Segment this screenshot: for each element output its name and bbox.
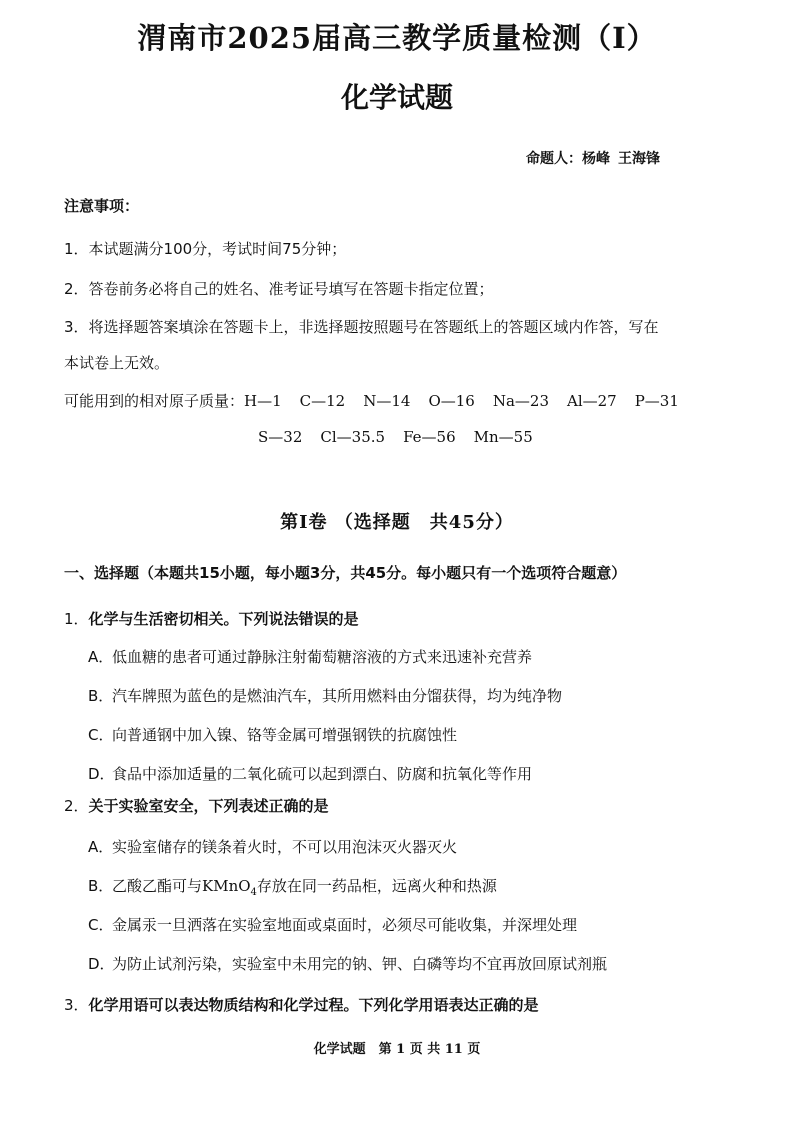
formula-subscript: 4 <box>250 887 257 898</box>
mass-na: Na—23 <box>492 392 549 410</box>
question-3-stem <box>64 994 539 1015</box>
notice-item-2: 2．答卷前务必将自己的姓名、准考证号填写在答题卡指定位置； <box>64 280 494 298</box>
mass-fe: Fe—56 <box>403 428 456 446</box>
mass-p: P—31 <box>634 392 679 410</box>
option-letter: D． <box>88 955 115 973</box>
option-letter: D． <box>88 765 115 783</box>
option-text: 向普通钢中加入镍、铬等金属可增强钢铁的抗腐蚀性 <box>112 726 458 744</box>
option-letter: B． <box>88 877 114 895</box>
question-1-stem <box>64 608 359 629</box>
atomic-mass-row-1 <box>64 390 697 411</box>
question-2-option-b <box>88 875 497 898</box>
atomic-mass-row-2 <box>258 428 551 446</box>
question-text: 化学与生活密切相关。下列说法错误的是 <box>88 610 359 628</box>
option-text-before: 乙酸乙酯可与 <box>112 877 203 895</box>
question-number: 3． <box>64 996 89 1014</box>
option-text: 低血糖的患者可通过静脉注射葡萄糖溶液的方式来迅速补充营养 <box>112 648 533 666</box>
mass-cl: Cl—35.5 <box>320 428 386 446</box>
section-title: 第Ⅰ卷 （选择题 共45分） <box>280 512 514 533</box>
option-text: 为防止试剂污染，实验室中未用完的钠、钾、白磷等均不宜再放回原试剂瓶 <box>112 955 608 973</box>
mass-al: Al—27 <box>566 392 617 410</box>
mass-c: C—12 <box>299 392 346 410</box>
question-2-option-c <box>88 914 577 935</box>
subject-title: 化学试题 <box>340 81 453 114</box>
chemical-formula <box>202 877 257 898</box>
question-number: 1． <box>64 610 89 628</box>
notice-item-3-cont: 本试卷上无效。 <box>64 354 170 372</box>
option-text: 食品中添加适量的二氧化硫可以起到漂白、防腐和抗氧化等作用 <box>112 765 533 783</box>
option-text: 汽车牌照为蓝色的是燃油汽车，其所用燃料由分馏获得，均为纯净物 <box>112 687 563 705</box>
mass-n: N—14 <box>363 392 411 410</box>
question-text: 关于实验室安全，下列表述正确的是 <box>88 797 329 815</box>
notice-item-1: 1．本试题满分100分，考试时间75分钟； <box>64 240 347 258</box>
mass-s: S—32 <box>258 428 303 446</box>
atomic-mass-label: 可能用到的相对原子质量： <box>64 392 245 410</box>
mass-h: H—1 <box>244 392 282 410</box>
author-second: 王海锋 <box>618 151 660 167</box>
option-letter: A． <box>88 648 114 666</box>
mass-mn: Mn—55 <box>473 428 533 446</box>
author-line <box>526 148 668 168</box>
option-letter: C． <box>88 916 114 934</box>
question-text: 化学用语可以表达物质结构和化学过程。下列化学用语表达正确的是 <box>88 996 539 1014</box>
question-1-option-b <box>88 685 562 706</box>
notice-item-3: 3．将选择题答案填涂在答题卡上，非选择题按照题号在答题纸上的答题区域内作答，写在 <box>64 318 659 336</box>
exam-title: 渭南市2025届高三教学质量检测（I） <box>137 21 657 55</box>
question-1-option-c <box>88 724 457 745</box>
question-2-option-a <box>88 836 457 857</box>
formula-main: KMnO <box>202 877 251 895</box>
mass-o: O—16 <box>428 392 475 410</box>
author-label: 命题人：杨峰 <box>526 151 610 167</box>
option-letter: C． <box>88 726 114 744</box>
option-text-after: 存放在同一药品柜，远离火种和热源 <box>256 877 497 895</box>
question-2-stem <box>64 795 329 816</box>
option-text: 实验室储存的镁条着火时，不可以用泡沫灭火器灭火 <box>112 838 458 856</box>
question-number: 2． <box>64 797 89 815</box>
part-heading: 一、选择题（本题共15小题，每小题3分，共45分。每小题只有一个选项符合题意） <box>64 564 627 582</box>
option-letter: B． <box>88 687 114 705</box>
option-letter: A． <box>88 838 114 856</box>
question-1-option-d <box>88 763 532 784</box>
page-footer: 化学试题 第 1 页 共 11 页 <box>313 1042 481 1057</box>
notice-heading: 注意事项： <box>64 197 140 215</box>
question-2-option-d <box>88 953 607 974</box>
option-text: 金属汞一旦洒落在实验室地面或桌面时，必须尽可能收集，并深埋处理 <box>112 916 578 934</box>
question-1-option-a <box>88 646 532 667</box>
